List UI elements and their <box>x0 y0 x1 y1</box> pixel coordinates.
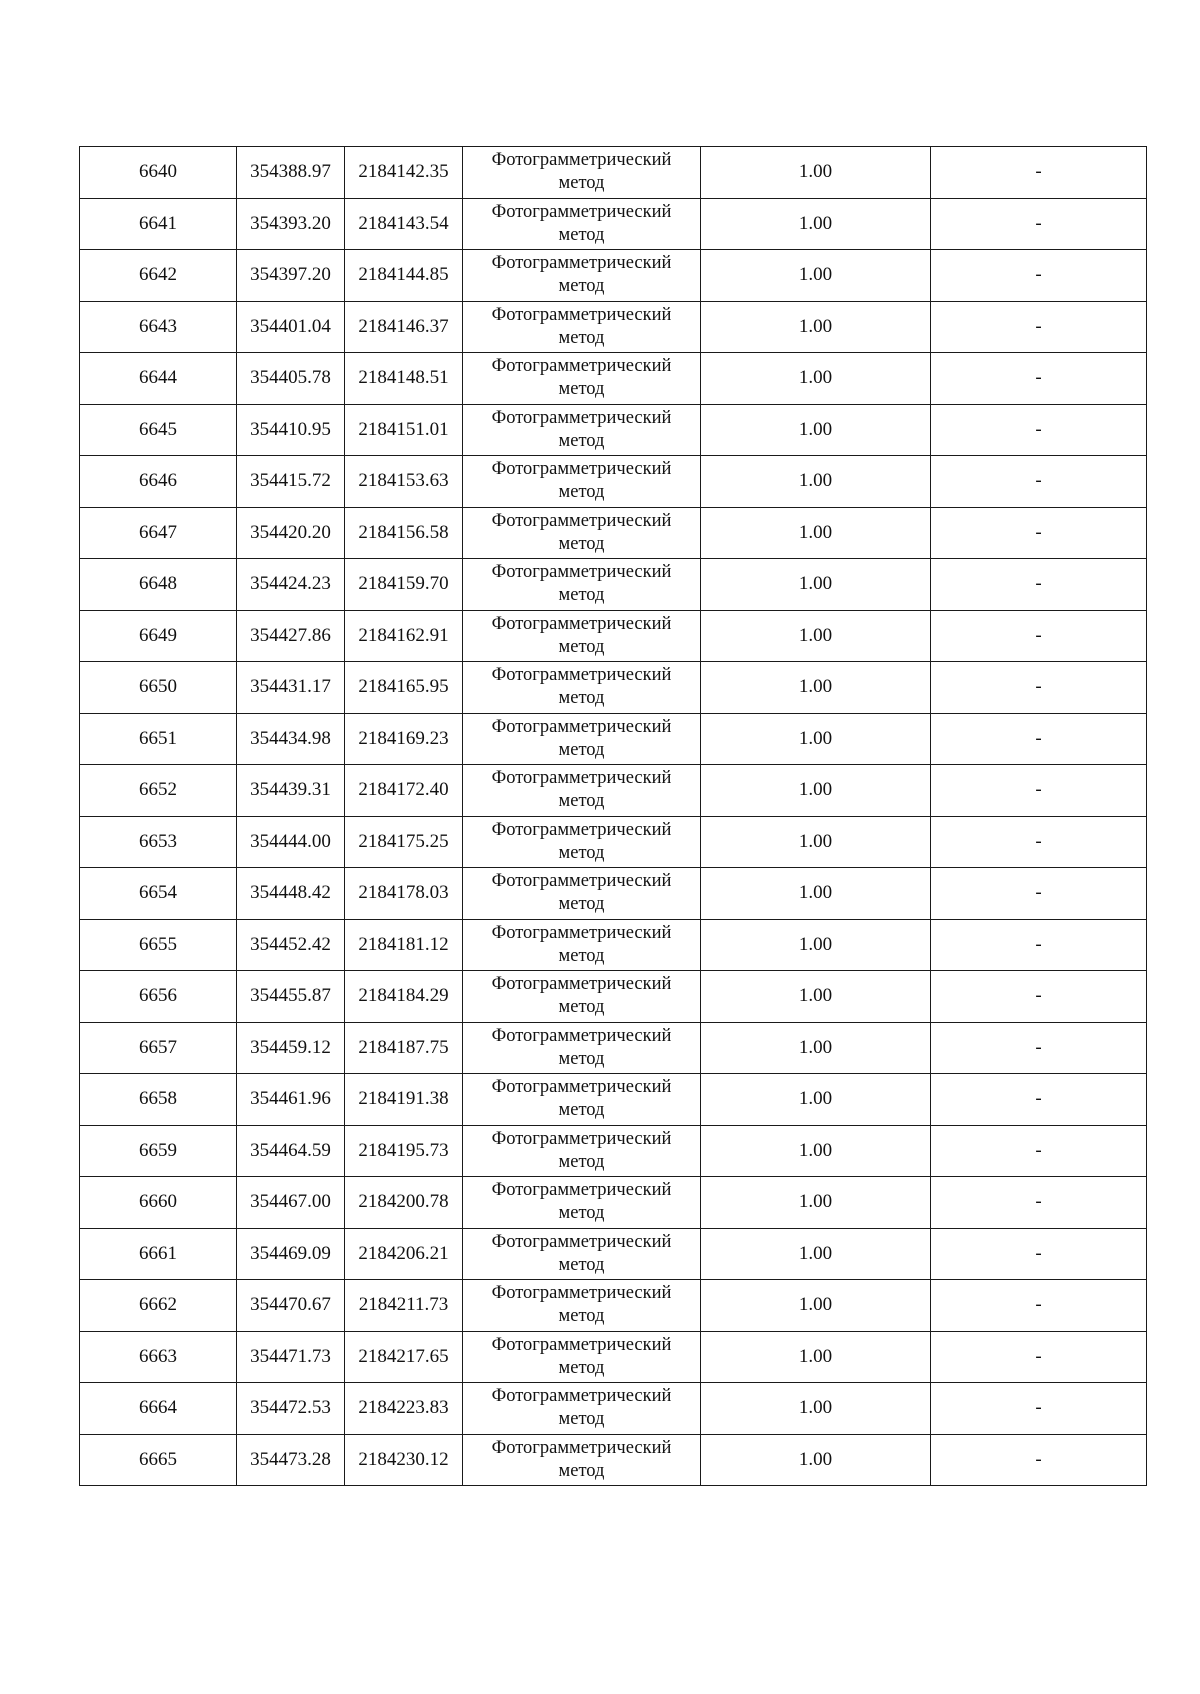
table-row <box>80 1022 1147 1074</box>
x-coordinate-cell: 354434.98 <box>237 713 345 765</box>
x-coordinate-cell: 354393.20 <box>237 198 345 250</box>
accuracy-cell: 1.00 <box>701 919 931 971</box>
point-number-cell: 6659 <box>80 1125 237 1177</box>
method-line-2: метод <box>558 894 605 915</box>
x-coordinate-cell: 354397.20 <box>237 250 345 302</box>
method-cell <box>463 250 701 302</box>
method-cell <box>463 1177 701 1229</box>
y-coordinate-cell: 2184200.78 <box>345 1177 463 1229</box>
table-row <box>80 1177 1147 1229</box>
method-cell <box>463 919 701 971</box>
point-number-cell: 6646 <box>80 456 237 508</box>
x-coordinate-cell: 354459.12 <box>237 1022 345 1074</box>
y-coordinate-cell: 2184187.75 <box>345 1022 463 1074</box>
table-row <box>80 1125 1147 1177</box>
y-coordinate-cell: 2184230.12 <box>345 1434 463 1486</box>
method-line-2: метод <box>558 997 605 1018</box>
method-line-1: Фотограмметрический <box>491 922 672 943</box>
accuracy-cell: 1.00 <box>701 1331 931 1383</box>
description-cell: - <box>931 1228 1147 1280</box>
description-cell: - <box>931 1074 1147 1126</box>
table-row <box>80 919 1147 971</box>
method-line-1: Фотограмметрический <box>491 1231 672 1252</box>
description-cell: - <box>931 250 1147 302</box>
y-coordinate-cell: 2184184.29 <box>345 971 463 1023</box>
method-line-1: Фотограмметрический <box>491 407 672 428</box>
method-line-2: метод <box>558 1460 605 1481</box>
accuracy-cell: 1.00 <box>701 1280 931 1332</box>
point-number-cell: 6661 <box>80 1228 237 1280</box>
point-number-cell: 6655 <box>80 919 237 971</box>
table-row <box>80 1280 1147 1332</box>
y-coordinate-cell: 2184162.91 <box>345 610 463 662</box>
method-line-1: Фотограмметрический <box>491 459 672 480</box>
method-cell <box>463 1280 701 1332</box>
description-cell: - <box>931 868 1147 920</box>
method-cell <box>463 662 701 714</box>
method-cell <box>463 1383 701 1435</box>
x-coordinate-cell: 354452.42 <box>237 919 345 971</box>
description-cell: - <box>931 301 1147 353</box>
table-row <box>80 456 1147 508</box>
y-coordinate-cell: 2184144.85 <box>345 250 463 302</box>
point-number-cell: 6660 <box>80 1177 237 1229</box>
accuracy-cell: 1.00 <box>701 1383 931 1435</box>
point-number-cell: 6653 <box>80 816 237 868</box>
x-coordinate-cell: 354464.59 <box>237 1125 345 1177</box>
method-line-2: метод <box>558 1254 605 1275</box>
accuracy-cell: 1.00 <box>701 250 931 302</box>
point-number-cell: 6652 <box>80 765 237 817</box>
accuracy-cell: 1.00 <box>701 147 931 199</box>
y-coordinate-cell: 2184206.21 <box>345 1228 463 1280</box>
method-line-1: Фотограмметрический <box>491 510 672 531</box>
point-number-cell: 6640 <box>80 147 237 199</box>
method-line-1: Фотограмметрический <box>491 1025 672 1046</box>
method-line-1: Фотограмметрический <box>491 1437 672 1458</box>
method-line-1: Фотограмметрический <box>491 871 672 892</box>
table-row <box>80 971 1147 1023</box>
point-number-cell: 6662 <box>80 1280 237 1332</box>
point-number-cell: 6657 <box>80 1022 237 1074</box>
point-number-cell: 6649 <box>80 610 237 662</box>
x-coordinate-cell: 354405.78 <box>237 353 345 405</box>
point-number-cell: 6650 <box>80 662 237 714</box>
method-line-2: метод <box>558 276 605 297</box>
description-cell: - <box>931 1125 1147 1177</box>
description-cell: - <box>931 198 1147 250</box>
method-line-1: Фотограмметрический <box>491 1386 672 1407</box>
x-coordinate-cell: 354427.86 <box>237 610 345 662</box>
method-cell <box>463 1228 701 1280</box>
point-number-cell: 6664 <box>80 1383 237 1435</box>
y-coordinate-cell: 2184178.03 <box>345 868 463 920</box>
method-line-1: Фотограмметрический <box>491 201 672 222</box>
method-cell <box>463 1125 701 1177</box>
accuracy-cell: 1.00 <box>701 868 931 920</box>
method-cell <box>463 868 701 920</box>
method-line-2: метод <box>558 533 605 554</box>
method-line-2: метод <box>558 224 605 245</box>
method-cell <box>463 1074 701 1126</box>
method-cell <box>463 198 701 250</box>
x-coordinate-cell: 354424.23 <box>237 559 345 611</box>
method-cell <box>463 1022 701 1074</box>
description-cell: - <box>931 1022 1147 1074</box>
accuracy-cell: 1.00 <box>701 559 931 611</box>
y-coordinate-cell: 2184146.37 <box>345 301 463 353</box>
x-coordinate-cell: 354439.31 <box>237 765 345 817</box>
description-cell: - <box>931 1280 1147 1332</box>
method-line-2: метод <box>558 688 605 709</box>
table-row <box>80 1434 1147 1486</box>
description-cell: - <box>931 765 1147 817</box>
point-number-cell: 6665 <box>80 1434 237 1486</box>
point-number-cell: 6658 <box>80 1074 237 1126</box>
table-row <box>80 198 1147 250</box>
y-coordinate-cell: 2184191.38 <box>345 1074 463 1126</box>
point-number-cell: 6643 <box>80 301 237 353</box>
x-coordinate-cell: 354469.09 <box>237 1228 345 1280</box>
method-line-2: метод <box>558 1100 605 1121</box>
y-coordinate-cell: 2184156.58 <box>345 507 463 559</box>
description-cell: - <box>931 816 1147 868</box>
method-line-1: Фотограмметрический <box>491 1334 672 1355</box>
table-row <box>80 353 1147 405</box>
description-cell: - <box>931 404 1147 456</box>
point-number-cell: 6645 <box>80 404 237 456</box>
y-coordinate-cell: 2184159.70 <box>345 559 463 611</box>
description-cell: - <box>931 456 1147 508</box>
method-cell <box>463 971 701 1023</box>
method-line-1: Фотограмметрический <box>491 716 672 737</box>
accuracy-cell: 1.00 <box>701 507 931 559</box>
accuracy-cell: 1.00 <box>701 971 931 1023</box>
accuracy-cell: 1.00 <box>701 1228 931 1280</box>
method-line-1: Фотограмметрический <box>491 253 672 274</box>
table-row <box>80 507 1147 559</box>
point-number-cell: 6647 <box>80 507 237 559</box>
y-coordinate-cell: 2184165.95 <box>345 662 463 714</box>
accuracy-cell: 1.00 <box>701 1074 931 1126</box>
accuracy-cell: 1.00 <box>701 404 931 456</box>
x-coordinate-cell: 354444.00 <box>237 816 345 868</box>
method-line-2: метод <box>558 1409 605 1430</box>
method-line-1: Фотограмметрический <box>491 768 672 789</box>
method-line-2: метод <box>558 739 605 760</box>
y-coordinate-cell: 2184211.73 <box>345 1280 463 1332</box>
method-line-2: метод <box>558 482 605 503</box>
table-row <box>80 610 1147 662</box>
description-cell: - <box>931 713 1147 765</box>
method-cell <box>463 507 701 559</box>
x-coordinate-cell: 354472.53 <box>237 1383 345 1435</box>
table-row <box>80 662 1147 714</box>
point-number-cell: 6654 <box>80 868 237 920</box>
description-cell: - <box>931 610 1147 662</box>
accuracy-cell: 1.00 <box>701 1434 931 1486</box>
x-coordinate-cell: 354448.42 <box>237 868 345 920</box>
table-row <box>80 816 1147 868</box>
table-row <box>80 1331 1147 1383</box>
description-cell: - <box>931 1383 1147 1435</box>
method-line-1: Фотограмметрический <box>491 819 672 840</box>
method-line-1: Фотограмметрический <box>491 974 672 995</box>
method-line-2: метод <box>558 1203 605 1224</box>
x-coordinate-cell: 354470.67 <box>237 1280 345 1332</box>
description-cell: - <box>931 971 1147 1023</box>
point-number-cell: 6656 <box>80 971 237 1023</box>
point-number-cell: 6642 <box>80 250 237 302</box>
method-cell <box>463 1434 701 1486</box>
y-coordinate-cell: 2184148.51 <box>345 353 463 405</box>
table-row <box>80 559 1147 611</box>
table-row <box>80 1228 1147 1280</box>
method-cell <box>463 456 701 508</box>
x-coordinate-cell: 354471.73 <box>237 1331 345 1383</box>
accuracy-cell: 1.00 <box>701 765 931 817</box>
point-number-cell: 6644 <box>80 353 237 405</box>
method-cell <box>463 404 701 456</box>
description-cell: - <box>931 1331 1147 1383</box>
description-cell: - <box>931 507 1147 559</box>
accuracy-cell: 1.00 <box>701 662 931 714</box>
x-coordinate-cell: 354455.87 <box>237 971 345 1023</box>
method-line-2: метод <box>558 327 605 348</box>
description-cell: - <box>931 353 1147 405</box>
accuracy-cell: 1.00 <box>701 301 931 353</box>
method-line-2: метод <box>558 430 605 451</box>
y-coordinate-cell: 2184143.54 <box>345 198 463 250</box>
accuracy-cell: 1.00 <box>701 1125 931 1177</box>
x-coordinate-cell: 354410.95 <box>237 404 345 456</box>
method-line-2: метод <box>558 379 605 400</box>
method-line-2: метод <box>558 842 605 863</box>
table-row <box>80 1383 1147 1435</box>
y-coordinate-cell: 2184169.23 <box>345 713 463 765</box>
x-coordinate-cell: 354461.96 <box>237 1074 345 1126</box>
point-number-cell: 6648 <box>80 559 237 611</box>
method-line-1: Фотограмметрический <box>491 304 672 325</box>
accuracy-cell: 1.00 <box>701 1177 931 1229</box>
x-coordinate-cell: 354388.97 <box>237 147 345 199</box>
method-line-2: метод <box>558 636 605 657</box>
method-line-1: Фотограмметрический <box>491 613 672 634</box>
y-coordinate-cell: 2184195.73 <box>345 1125 463 1177</box>
y-coordinate-cell: 2184142.35 <box>345 147 463 199</box>
accuracy-cell: 1.00 <box>701 713 931 765</box>
point-number-cell: 6663 <box>80 1331 237 1383</box>
method-line-1: Фотограмметрический <box>491 1283 672 1304</box>
point-number-cell: 6651 <box>80 713 237 765</box>
method-cell <box>463 301 701 353</box>
x-coordinate-cell: 354415.72 <box>237 456 345 508</box>
x-coordinate-cell: 354467.00 <box>237 1177 345 1229</box>
method-line-2: метод <box>558 1357 605 1378</box>
point-number-cell: 6641 <box>80 198 237 250</box>
method-line-1: Фотограмметрический <box>491 562 672 583</box>
method-line-1: Фотограмметрический <box>491 356 672 377</box>
x-coordinate-cell: 354473.28 <box>237 1434 345 1486</box>
x-coordinate-cell: 354420.20 <box>237 507 345 559</box>
method-cell <box>463 816 701 868</box>
description-cell: - <box>931 1177 1147 1229</box>
method-line-2: метод <box>558 1048 605 1069</box>
method-cell <box>463 147 701 199</box>
y-coordinate-cell: 2184223.83 <box>345 1383 463 1435</box>
method-line-1: Фотограмметрический <box>491 1180 672 1201</box>
table-row <box>80 868 1147 920</box>
table-row <box>80 713 1147 765</box>
description-cell: - <box>931 1434 1147 1486</box>
description-cell: - <box>931 919 1147 971</box>
coordinates-table-body <box>80 147 1147 1486</box>
table-row <box>80 147 1147 199</box>
method-cell <box>463 1331 701 1383</box>
method-line-2: метод <box>558 173 605 194</box>
y-coordinate-cell: 2184172.40 <box>345 765 463 817</box>
x-coordinate-cell: 354401.04 <box>237 301 345 353</box>
y-coordinate-cell: 2184153.63 <box>345 456 463 508</box>
method-line-2: метод <box>558 585 605 606</box>
description-cell: - <box>931 147 1147 199</box>
method-line-1: Фотограмметрический <box>491 665 672 686</box>
method-cell <box>463 559 701 611</box>
table-row <box>80 765 1147 817</box>
accuracy-cell: 1.00 <box>701 353 931 405</box>
method-line-2: метод <box>558 791 605 812</box>
method-cell <box>463 765 701 817</box>
y-coordinate-cell: 2184151.01 <box>345 404 463 456</box>
y-coordinate-cell: 2184181.12 <box>345 919 463 971</box>
y-coordinate-cell: 2184217.65 <box>345 1331 463 1383</box>
table-row <box>80 1074 1147 1126</box>
method-line-2: метод <box>558 1306 605 1327</box>
table-row <box>80 250 1147 302</box>
accuracy-cell: 1.00 <box>701 816 931 868</box>
method-cell <box>463 713 701 765</box>
method-line-2: метод <box>558 945 605 966</box>
description-cell: - <box>931 662 1147 714</box>
accuracy-cell: 1.00 <box>701 610 931 662</box>
method-line-1: Фотограмметрический <box>491 1128 672 1149</box>
x-coordinate-cell: 354431.17 <box>237 662 345 714</box>
description-cell: - <box>931 559 1147 611</box>
table-row <box>80 404 1147 456</box>
method-cell <box>463 353 701 405</box>
method-cell <box>463 610 701 662</box>
accuracy-cell: 1.00 <box>701 198 931 250</box>
table-row <box>80 301 1147 353</box>
accuracy-cell: 1.00 <box>701 1022 931 1074</box>
accuracy-cell: 1.00 <box>701 456 931 508</box>
method-line-1: Фотограмметрический <box>491 150 672 171</box>
method-line-2: метод <box>558 1151 605 1172</box>
y-coordinate-cell: 2184175.25 <box>345 816 463 868</box>
method-line-1: Фотограмметрический <box>491 1077 672 1098</box>
coordinates-table <box>79 146 1147 1486</box>
